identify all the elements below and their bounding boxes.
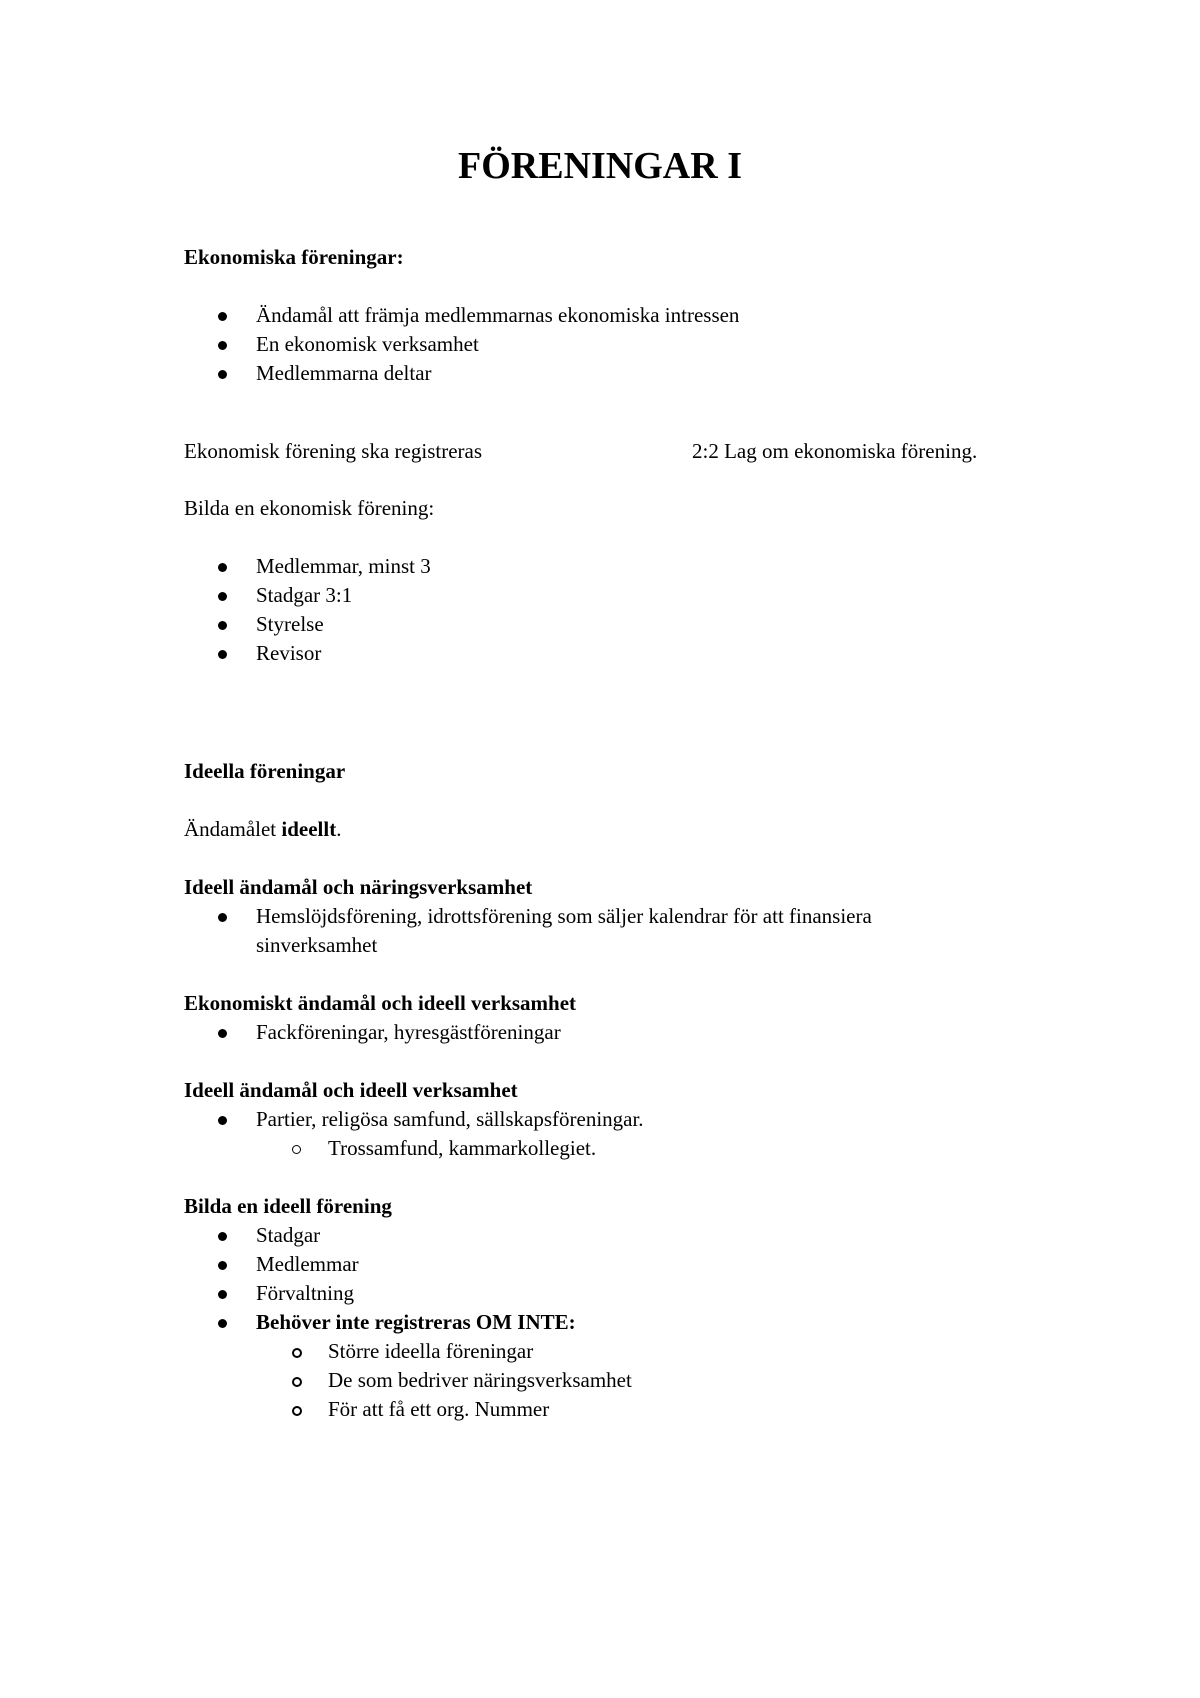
list-item <box>184 639 1064 668</box>
bullet-icon <box>218 1319 227 1328</box>
subsection-heading: Ideell ändamål och näringsverksamhet <box>184 875 533 899</box>
list-item-text: Medlemmar, minst 3 <box>256 554 431 578</box>
bullet-icon <box>218 1029 227 1038</box>
list-item-text: Medlemmarna deltar <box>256 361 432 385</box>
paragraph: Bilda en ekonomisk förening: <box>184 496 435 520</box>
list-item-text: Fackföreningar, hyresgästföreningar <box>256 1020 561 1044</box>
circle-bullet-icon <box>292 1348 302 1358</box>
sub-list-item <box>184 1366 1064 1395</box>
circle-bullet-icon <box>292 1145 301 1154</box>
list-item <box>184 610 1064 639</box>
law-reference: 2:2 Lag om ekonomiska förening. <box>692 439 978 463</box>
ekonomiska-list <box>184 301 1064 388</box>
andamal-prefix: Ändamålet <box>184 817 282 841</box>
sub-list-item-text: Större ideella föreningar <box>328 1339 534 1363</box>
list-item-text: Stadgar 3:1 <box>256 583 353 607</box>
bullet-icon <box>218 1116 227 1125</box>
list-item <box>184 581 1064 610</box>
sub-list-item <box>184 1395 1064 1424</box>
list-item-text: Revisor <box>256 641 322 665</box>
bullet-icon <box>218 341 227 350</box>
list-item-text: Styrelse <box>256 612 324 636</box>
list-item <box>184 552 1064 581</box>
circle-bullet-icon <box>292 1377 302 1387</box>
bullet-icon <box>218 650 227 659</box>
paragraph <box>184 815 1064 844</box>
andamal-bold: ideellt <box>281 817 337 841</box>
bullet-icon <box>218 1232 227 1241</box>
circle-bullet-icon <box>292 1406 302 1416</box>
ekonomiska-section <box>184 243 1064 272</box>
list-item <box>184 1105 1064 1134</box>
list-item <box>184 330 1064 359</box>
register-line <box>184 437 1064 466</box>
bullet-icon <box>218 312 227 321</box>
list-item-text: Behöver inte registreras OM INTE: <box>256 1310 576 1334</box>
list-item-text: Hemslöjdsförening, idrottsförening som säljer kalendrar för att finansiera sinverksamhet <box>256 904 872 957</box>
andamal-paragraph <box>184 815 1064 844</box>
list-item <box>184 1308 1064 1337</box>
subsection-ideell-verksamhet <box>184 1076 1064 1163</box>
bullet-icon <box>218 592 227 601</box>
list-item <box>184 359 1064 388</box>
ideella-section <box>184 757 1064 786</box>
sub-list-item-text: Trossamfund, kammarkollegiet. <box>328 1136 597 1160</box>
list-item <box>184 1250 1064 1279</box>
register-text: Ekonomisk förening ska registreras <box>184 439 483 463</box>
list-item <box>184 1018 1064 1047</box>
subsection-naringsverksamhet <box>184 873 1064 960</box>
sub-list-item <box>184 1337 1064 1366</box>
bilda-ekonomisk-heading-block <box>184 494 1064 523</box>
bilda-ekonomisk-list <box>184 552 1064 668</box>
section-heading: Ekonomiska föreningar: <box>184 245 404 269</box>
bilda-ideell-section <box>184 1192 1064 1424</box>
subsection-heading: Ekonomiskt ändamål och ideell verksamhet <box>184 991 577 1015</box>
sub-list-item <box>184 1134 1064 1163</box>
list-item-text: Stadgar <box>256 1223 321 1247</box>
list-item <box>184 902 1064 960</box>
section-heading: Ideella föreningar <box>184 759 346 783</box>
bullet-icon <box>218 1261 227 1270</box>
subsection-heading: Bilda en ideell förening <box>184 1194 392 1218</box>
list-item-text: Förvaltning <box>256 1281 354 1305</box>
list-item-text: En ekonomisk verksamhet <box>256 332 479 356</box>
list-item <box>184 301 1064 330</box>
bullet-icon <box>218 1290 227 1299</box>
list-item-text: Ändamål att främja medlemmarnas ekonomiska intressen <box>256 303 740 327</box>
sub-list-item-text: De som bedriver näringsverksamhet <box>328 1368 632 1392</box>
bullet-icon <box>218 621 227 630</box>
subsection-heading: Ideell ändamål och ideell verksamhet <box>184 1078 518 1102</box>
list-item <box>184 1279 1064 1308</box>
bullet-icon <box>218 563 227 572</box>
list-item-text: Medlemmar <box>256 1252 359 1276</box>
page-title: FÖRENINGAR I <box>458 145 742 187</box>
andamal-suffix: . <box>336 817 342 841</box>
list-item <box>184 1221 1064 1250</box>
bullet-icon <box>218 370 227 379</box>
subsection-ekonomiskt-andamal <box>184 989 1064 1047</box>
bullet-icon <box>218 913 227 922</box>
list-item-text: Partier, religösa samfund, sällskapsföreningar. <box>256 1107 644 1131</box>
sub-list-item-text: För att få ett org. Nummer <box>328 1397 550 1421</box>
